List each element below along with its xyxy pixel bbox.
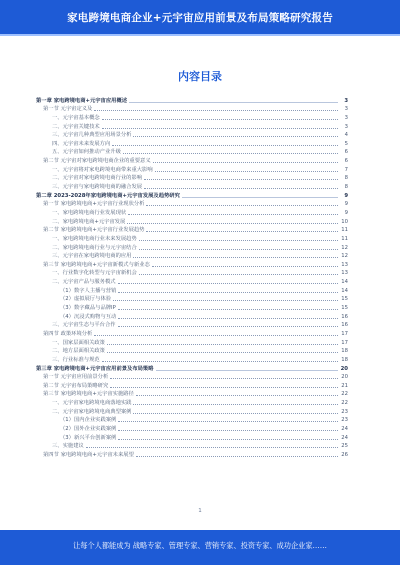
toc-entry-label: （4）沉浸式购物与互动 [60, 313, 117, 320]
toc-entry[interactable] [36, 398, 348, 407]
toc-entry-page: 26 [341, 451, 348, 458]
toc-entry-page: 22 [341, 391, 348, 398]
toc-entry[interactable] [36, 433, 348, 442]
toc-leader-dots [155, 171, 338, 172]
toc-entry-label: 三、行业标准与规范 [52, 356, 100, 363]
toc-entry[interactable] [36, 148, 348, 157]
toc-entry[interactable] [36, 416, 348, 425]
toc-entry-label: 第四节 家电跨境电商+元宇宙未来展望 [43, 451, 134, 458]
toc-leader-dots [107, 352, 338, 353]
toc-entry[interactable] [36, 174, 348, 183]
toc-leader-dots [127, 223, 338, 224]
toc-entry[interactable] [36, 234, 348, 243]
toc-entry-label: 第四节 政策环境分析 [43, 330, 93, 337]
toc-entry-label: 一、家电跨境电商行业发展现状 [52, 209, 127, 216]
toc-leader-dots [110, 387, 338, 388]
toc-leader-dots [139, 274, 338, 275]
toc-entry-page: 15 [341, 296, 348, 303]
toc-leader-dots [118, 292, 338, 293]
toc-leader-dots [118, 430, 338, 431]
toc-entry[interactable] [36, 217, 348, 226]
toc-entry[interactable] [36, 347, 348, 356]
toc-leader-dots [123, 153, 338, 154]
toc-entry-page: 12 [341, 253, 348, 260]
toc-entry[interactable] [36, 269, 348, 278]
toc-entry-page: 3 [344, 123, 348, 130]
toc-entry[interactable] [36, 156, 348, 165]
toc-entry-page: 22 [341, 400, 348, 407]
toc-entry-label: 五、元宇宙如何推动产业升级 [52, 149, 121, 156]
toc-entry[interactable] [36, 260, 348, 269]
toc-entry[interactable] [36, 139, 348, 148]
toc-entry-label: 三、元宇宙生态与平台合作 [52, 322, 116, 329]
toc-title: 内容目录 [178, 70, 222, 83]
toc-entry[interactable] [36, 105, 348, 114]
toc-leader-dots [112, 145, 338, 146]
toc-leader-dots [118, 439, 338, 440]
toc-leader-dots [144, 188, 338, 189]
toc-entry-page: 6 [344, 158, 348, 165]
toc-entry-page: 16 [341, 322, 348, 329]
toc-entry-page: 13 [341, 270, 348, 277]
toc-entry-label: 二、家电跨境电商+元宇宙发展 [52, 218, 126, 225]
toc-entry-page: 23 [341, 408, 348, 415]
toc-entry-label: 三、实施建议 [52, 443, 84, 450]
toc-entry-label: 二、元宇宙家电跨境电商典型案例 [52, 408, 132, 415]
toc-entry-label: 二、元宇宙对家电跨境电商行业的影响 [52, 175, 143, 182]
toc-leader-dots [118, 318, 338, 319]
toc-entry-label: 第一节 元宇宙应用前景分析 [43, 374, 109, 381]
toc-entry-page: 6 [344, 149, 348, 156]
toc-entry[interactable] [36, 200, 348, 209]
toc-entry-label: 二、家电跨境电商行业与元宇宙结合 [52, 244, 137, 251]
toc-entry-label: 第一章 家电跨境电商+元宇宙应用概述 [36, 97, 128, 104]
toc-leader-dots [136, 395, 338, 396]
toc-entry-page: 15 [341, 305, 348, 312]
toc-leader-dots [86, 447, 338, 448]
toc-entry-page: 17 [341, 330, 348, 337]
toc-entry-label: 二、地方层面相关政策 [52, 348, 105, 355]
toc-entry-page: 14 [341, 279, 348, 286]
toc-entry-page: 17 [341, 339, 348, 346]
toc-leader-dots [133, 257, 338, 258]
toc-leader-dots [94, 335, 338, 336]
toc-entry[interactable] [36, 295, 348, 304]
toc-entry-page: 8 [344, 184, 348, 191]
toc-entry-label: （1）数字人主播与营销 [60, 287, 117, 294]
toc-leader-dots [153, 162, 338, 163]
toc-entry-page: 3 [344, 114, 348, 121]
table-of-contents [36, 96, 348, 459]
toc-leader-dots [118, 421, 338, 422]
toc-entry-label: （1）国内企业实践案例 [60, 417, 117, 424]
toc-leader-dots [156, 370, 338, 371]
toc-entry[interactable] [36, 407, 348, 416]
toc-entry-page: 16 [341, 313, 348, 320]
toc-leader-dots [113, 300, 338, 301]
toc-entry[interactable] [36, 96, 348, 105]
toc-leader-dots [118, 283, 338, 284]
toc-entry-page: 8 [344, 175, 348, 182]
toc-leader-dots [139, 249, 338, 250]
toc-entry-page: 20 [340, 365, 348, 372]
toc-entry[interactable] [36, 286, 348, 295]
toc-entry-page: 18 [341, 348, 348, 355]
toc-leader-dots [133, 404, 338, 405]
toc-entry[interactable] [36, 226, 348, 235]
toc-leader-dots [133, 413, 338, 414]
report-title: 家电跨境电商企业+元宇宙应用前景及布局策略研究报告 [67, 12, 333, 24]
toc-leader-dots [107, 344, 338, 345]
toc-leader-dots [139, 240, 338, 241]
toc-entry-label: （3）新兴平台创新案例 [60, 434, 117, 441]
toc-entry[interactable] [36, 277, 348, 286]
toc-leader-dots [146, 231, 338, 232]
page-number: 1 [198, 508, 202, 514]
toc-entry-page: 7 [344, 166, 348, 173]
toc-entry-label: 第二节 元宇宙对家电跨境电商企业的重要意义 [43, 158, 151, 165]
toc-entry-label: 第二节 元宇宙布局策略研究 [43, 382, 109, 389]
toc-entry-label: 第二章 2023-2028年家电跨境电商+元宇宙发展及趋势研究 [36, 192, 180, 199]
toc-entry[interactable] [36, 303, 348, 312]
toc-leader-dots [102, 119, 338, 120]
toc-entry[interactable] [36, 364, 348, 373]
toc-leader-dots [94, 110, 338, 111]
toc-entry[interactable] [36, 182, 348, 191]
toc-entry-label: （3）数字藏品与品牌IP [60, 305, 116, 312]
toc-entry[interactable] [36, 191, 348, 200]
toc-entry-page: 9 [344, 209, 348, 216]
toc-leader-dots [128, 214, 338, 215]
toc-entry-label: 二、元宇宙产品与服务模式 [52, 279, 116, 286]
toc-entry-label: 四、元宇宙未来发展方向 [52, 140, 111, 147]
toc-leader-dots [182, 197, 338, 198]
footer-bar [0, 530, 400, 565]
toc-entry-label: 三、元宇宙与家电跨境电商的融合发展 [52, 184, 143, 191]
toc-entry-label: 第一节 家电跨境电商+元宇宙行业现状分析 [43, 201, 145, 208]
toc-entry[interactable] [36, 329, 348, 338]
toc-leader-dots [144, 179, 338, 180]
toc-entry-page: 24 [341, 434, 348, 441]
toc-entry-page: 13 [341, 261, 348, 268]
toc-entry-label: 一、家电跨境电商行业未来发展趋势 [52, 235, 137, 242]
toc-entry-page: 18 [341, 356, 348, 363]
toc-entry-label: 一、行业数字化转型与元宇宙新机会 [52, 270, 137, 277]
toc-entry[interactable] [36, 450, 348, 459]
toc-leader-dots [136, 456, 338, 457]
toc-entry[interactable] [36, 338, 348, 347]
toc-entry-page: 9 [344, 192, 348, 199]
toc-entry-page: 4 [344, 132, 348, 139]
report-header-bar [0, 0, 400, 34]
toc-entry-label: （2）国外企业实践案例 [60, 425, 117, 432]
toc-entry[interactable] [36, 424, 348, 433]
toc-entry-page: 24 [341, 425, 348, 432]
toc-entry-page: 25 [341, 443, 348, 450]
toc-entry-page: 11 [341, 235, 348, 242]
toc-entry[interactable] [36, 442, 348, 451]
toc-entry[interactable] [36, 243, 348, 252]
footer-slogan: 让每个人都能成为 战略专家、管理专家、营销专家、投资专家、成功企业家…… [73, 541, 327, 550]
toc-entry[interactable] [36, 165, 348, 174]
toc-entry-page: 21 [341, 382, 348, 389]
toc-entry-page: 3 [344, 106, 348, 113]
toc-entry[interactable] [36, 252, 348, 261]
toc-entry-label: 第二节 家电跨境电商+元宇宙行业发展趋势 [43, 227, 145, 234]
toc-entry-label: 三、元宇宙在家电跨境电商的应用 [52, 253, 132, 260]
toc-entry-label: 第三章 家电跨境电商+元宇宙应用前景及布局策略 [36, 365, 154, 372]
toc-entry-label: 三、元宇宙几种典型应用场景分析 [52, 132, 132, 139]
toc-entry[interactable] [36, 355, 348, 364]
toc-entry-page: 11 [341, 227, 348, 234]
toc-entry[interactable] [36, 131, 348, 140]
toc-entry-label: 第一节 元宇宙定义及 [43, 106, 93, 113]
toc-leader-dots [110, 378, 338, 379]
toc-leader-dots [133, 136, 338, 137]
toc-leader-dots [102, 361, 338, 362]
toc-entry-page: 10 [341, 218, 348, 225]
toc-entry-label: 第三节 家电跨境电商+元宇宙新模式与新业态 [43, 261, 150, 268]
toc-entry[interactable] [36, 321, 348, 330]
toc-entry-label: 二、元宇宙关键技术 [52, 123, 100, 130]
toc-entry-page: 23 [341, 417, 348, 424]
toc-leader-dots [102, 128, 338, 129]
toc-entry[interactable] [36, 113, 348, 122]
toc-entry-page: 5 [344, 140, 348, 147]
toc-entry[interactable] [36, 390, 348, 399]
toc-leader-dots [152, 266, 338, 267]
toc-leader-dots [129, 102, 338, 103]
toc-entry[interactable] [36, 208, 348, 217]
toc-entry-page: 9 [344, 201, 348, 208]
toc-entry-page: 14 [341, 287, 348, 294]
toc-entry-label: 第三节 家电跨境电商+元宇宙实施路径 [43, 391, 134, 398]
toc-entry-label: 一、元宇宙基本概念 [52, 114, 100, 121]
toc-entry-label: 一、元宇宙家电跨境电商落地实践 [52, 400, 132, 407]
toc-entry-page: 20 [341, 374, 348, 381]
toc-entry[interactable] [36, 381, 348, 390]
toc-entry-page: 3 [344, 97, 348, 104]
toc-entry[interactable] [36, 312, 348, 321]
header-divider [0, 34, 400, 36]
toc-leader-dots [118, 326, 338, 327]
toc-entry[interactable] [36, 373, 348, 382]
toc-entry-label: 一、元宇宙将对家电跨境电商带来重大影响 [52, 166, 153, 173]
toc-entry-label: （2）虚拟展厅与体验 [60, 296, 112, 303]
toc-leader-dots [146, 205, 338, 206]
toc-entry-label: 一、国家层面相关政策 [52, 339, 105, 346]
toc-entry[interactable] [36, 122, 348, 131]
toc-leader-dots [118, 309, 338, 310]
toc-entry-page: 12 [341, 244, 348, 251]
